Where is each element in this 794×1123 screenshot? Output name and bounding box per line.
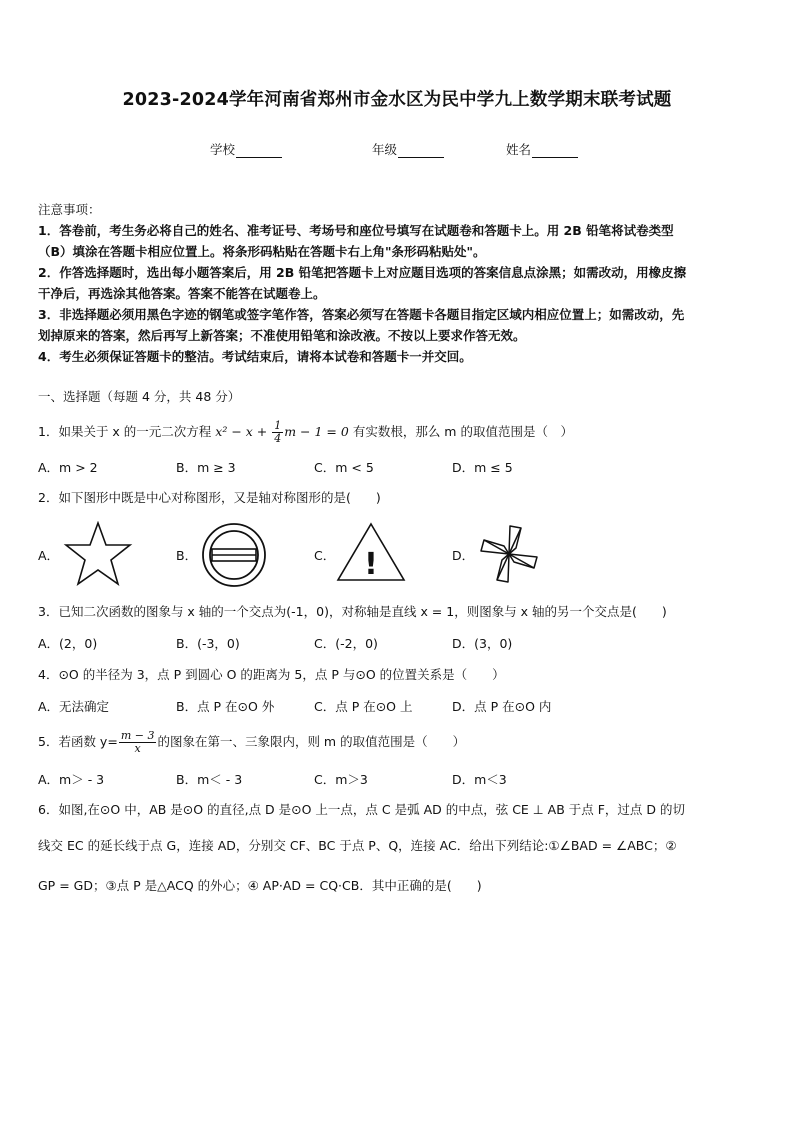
q5-frac-num: m − 3 xyxy=(120,729,155,742)
q2-label-c[interactable]: C． xyxy=(314,548,336,563)
q3-option-c[interactable]: C．(-2，0) xyxy=(314,636,378,651)
name-blank[interactable] xyxy=(532,145,578,158)
pinwheel-figure xyxy=(474,520,544,588)
q1-option-d[interactable]: D．m ≤ 5 xyxy=(452,460,513,475)
question-6-line-1: 6．如图,在⊙O 中，AB 是⊙O 的直径,点 D 是⊙O 上一点，点 C 是弧 AD 的中点，弦 CE ⊥ AB 于点 F，过点 D 的切 xyxy=(38,802,685,817)
question-1 xyxy=(38,420,758,445)
name-field xyxy=(506,140,578,158)
q1-fraction xyxy=(272,420,283,445)
notice-line-1: 1．答卷前，考生务必将自己的姓名、准考证号、考场号和座位号填写在试题卷和答题卡上。用 2B 铅笔将试卷类型 xyxy=(38,223,674,238)
notice-heading: 注意事项： xyxy=(38,202,101,217)
q4-option-a[interactable]: A．无法确定 xyxy=(38,699,110,714)
q5-post: 的图象在第一、三象限内，则 m 的取值范围是（ ） xyxy=(157,734,466,749)
question-4: 4．⊙O 的半径为 3，点 P 到圆心 O 的距离为 5，点 P 与⊙O 的位置关系是（ ） xyxy=(38,667,505,682)
q5-option-b[interactable]: B．m＜ - 3 xyxy=(176,772,243,787)
q3-option-d[interactable]: D．(3，0) xyxy=(452,636,513,651)
q1-option-b[interactable]: B．m ≥ 3 xyxy=(176,460,236,475)
q4-option-c[interactable]: C．点 P 在⊙O 上 xyxy=(314,699,413,714)
notice-line-6: 划掉原来的答案，然后再写上新答案；不准使用铅笔和涂改液。不按以上要求作答无效。 xyxy=(38,328,526,343)
q1-option-c[interactable]: C．m < 5 xyxy=(314,460,374,475)
warning-mark: ! xyxy=(364,547,378,582)
q3-option-a[interactable]: A．(2，0) xyxy=(38,636,98,651)
q4-option-b[interactable]: B．点 P 在⊙O 外 xyxy=(176,699,275,714)
star-figure xyxy=(62,521,134,587)
warning-triangle-figure xyxy=(336,522,406,582)
q5-frac-den: x xyxy=(134,742,141,755)
q1-eq-b: m − 1 = 0 xyxy=(284,424,349,439)
notice-line-7: 4．考生必须保证答题卡的整洁。考试结束后，请将本试卷和答题卡一并交回。 xyxy=(38,349,472,364)
question-6-line-2: 线交 EC 的延长线于点 G，连接 AD，分别交 CF、BC 于点 P、Q，连接 AC．给出下列结论:①∠BAD = ∠ABC；② xyxy=(38,838,677,853)
notice-line-2: （B）填涂在答题卡相应位置上。将条形码粘贴在答题卡右上角"条形码粘贴处"。 xyxy=(38,244,486,259)
school-label: 学校 xyxy=(210,142,236,157)
question-2: 2．如下图形中既是中心对称图形，又是轴对称图形的是( ) xyxy=(38,490,381,505)
school-field xyxy=(210,140,282,158)
question-6-line-3: GP = GD；③点 P 是△ACQ 的外心；④ AP·AD = CQ·CB．其中正确的是( ) xyxy=(38,878,482,893)
section-heading: 一、选择题（每题 4 分，共 48 分） xyxy=(38,389,241,404)
circle-bar-figure xyxy=(200,522,268,588)
q5-option-d[interactable]: D．m＜3 xyxy=(452,772,507,787)
q1-frac-num: 1 xyxy=(274,419,282,432)
question-3: 3．已知二次函数的图象与 x 轴的一个交点为(-1，0)，对称轴是直线 x = 1，则图象与 x 轴的另一个交点是( ) xyxy=(38,604,667,619)
q1-option-a[interactable]: A．m > 2 xyxy=(38,460,98,475)
q1-eq-a: x² − x + xyxy=(215,424,272,439)
q5-option-c[interactable]: C．m＞3 xyxy=(314,772,368,787)
notice-line-4: 干净后，再选涂其他答案。答案不能答在试题卷上。 xyxy=(38,286,326,301)
q3-option-b[interactable]: B．(-3，0) xyxy=(176,636,240,651)
q4-option-d[interactable]: D．点 P 在⊙O 内 xyxy=(452,699,552,714)
grade-blank[interactable] xyxy=(398,145,444,158)
grade-label: 年级 xyxy=(372,142,398,157)
school-blank[interactable] xyxy=(236,145,282,158)
grade-field xyxy=(372,140,444,158)
q1-pre: 1．如果关于 x 的一元二次方程 xyxy=(38,424,216,439)
name-label: 姓名 xyxy=(506,142,532,157)
q2-label-b[interactable]: B． xyxy=(176,548,198,563)
page-title: 2023-2024学年河南省郑州市金水区为民中学九上数学期末联考试题 xyxy=(122,90,672,110)
q5-fraction xyxy=(119,730,157,755)
notice-line-3: 2．作答选择题时，选出每小题答案后，用 2B 铅笔把答题卡上对应题目选项的答案信息点涂黑；如需改动，用橡皮擦 xyxy=(38,265,687,280)
question-5 xyxy=(38,730,758,755)
q1-post: 有实数根，那么 m 的取值范围是（ ） xyxy=(348,424,573,439)
q2-label-d[interactable]: D． xyxy=(452,548,475,563)
q1-frac-den: 4 xyxy=(274,432,282,445)
notice-line-5: 3．非选择题必须用黑色字迹的钢笔或签字笔作答，答案必须写在答题卡各题目指定区域内相应位置上；如需改动，先 xyxy=(38,307,685,322)
q5-option-a[interactable]: A．m＞ - 3 xyxy=(38,772,105,787)
q2-label-a[interactable]: A． xyxy=(38,548,60,563)
q5-pre: 5．若函数 y= xyxy=(38,734,118,749)
